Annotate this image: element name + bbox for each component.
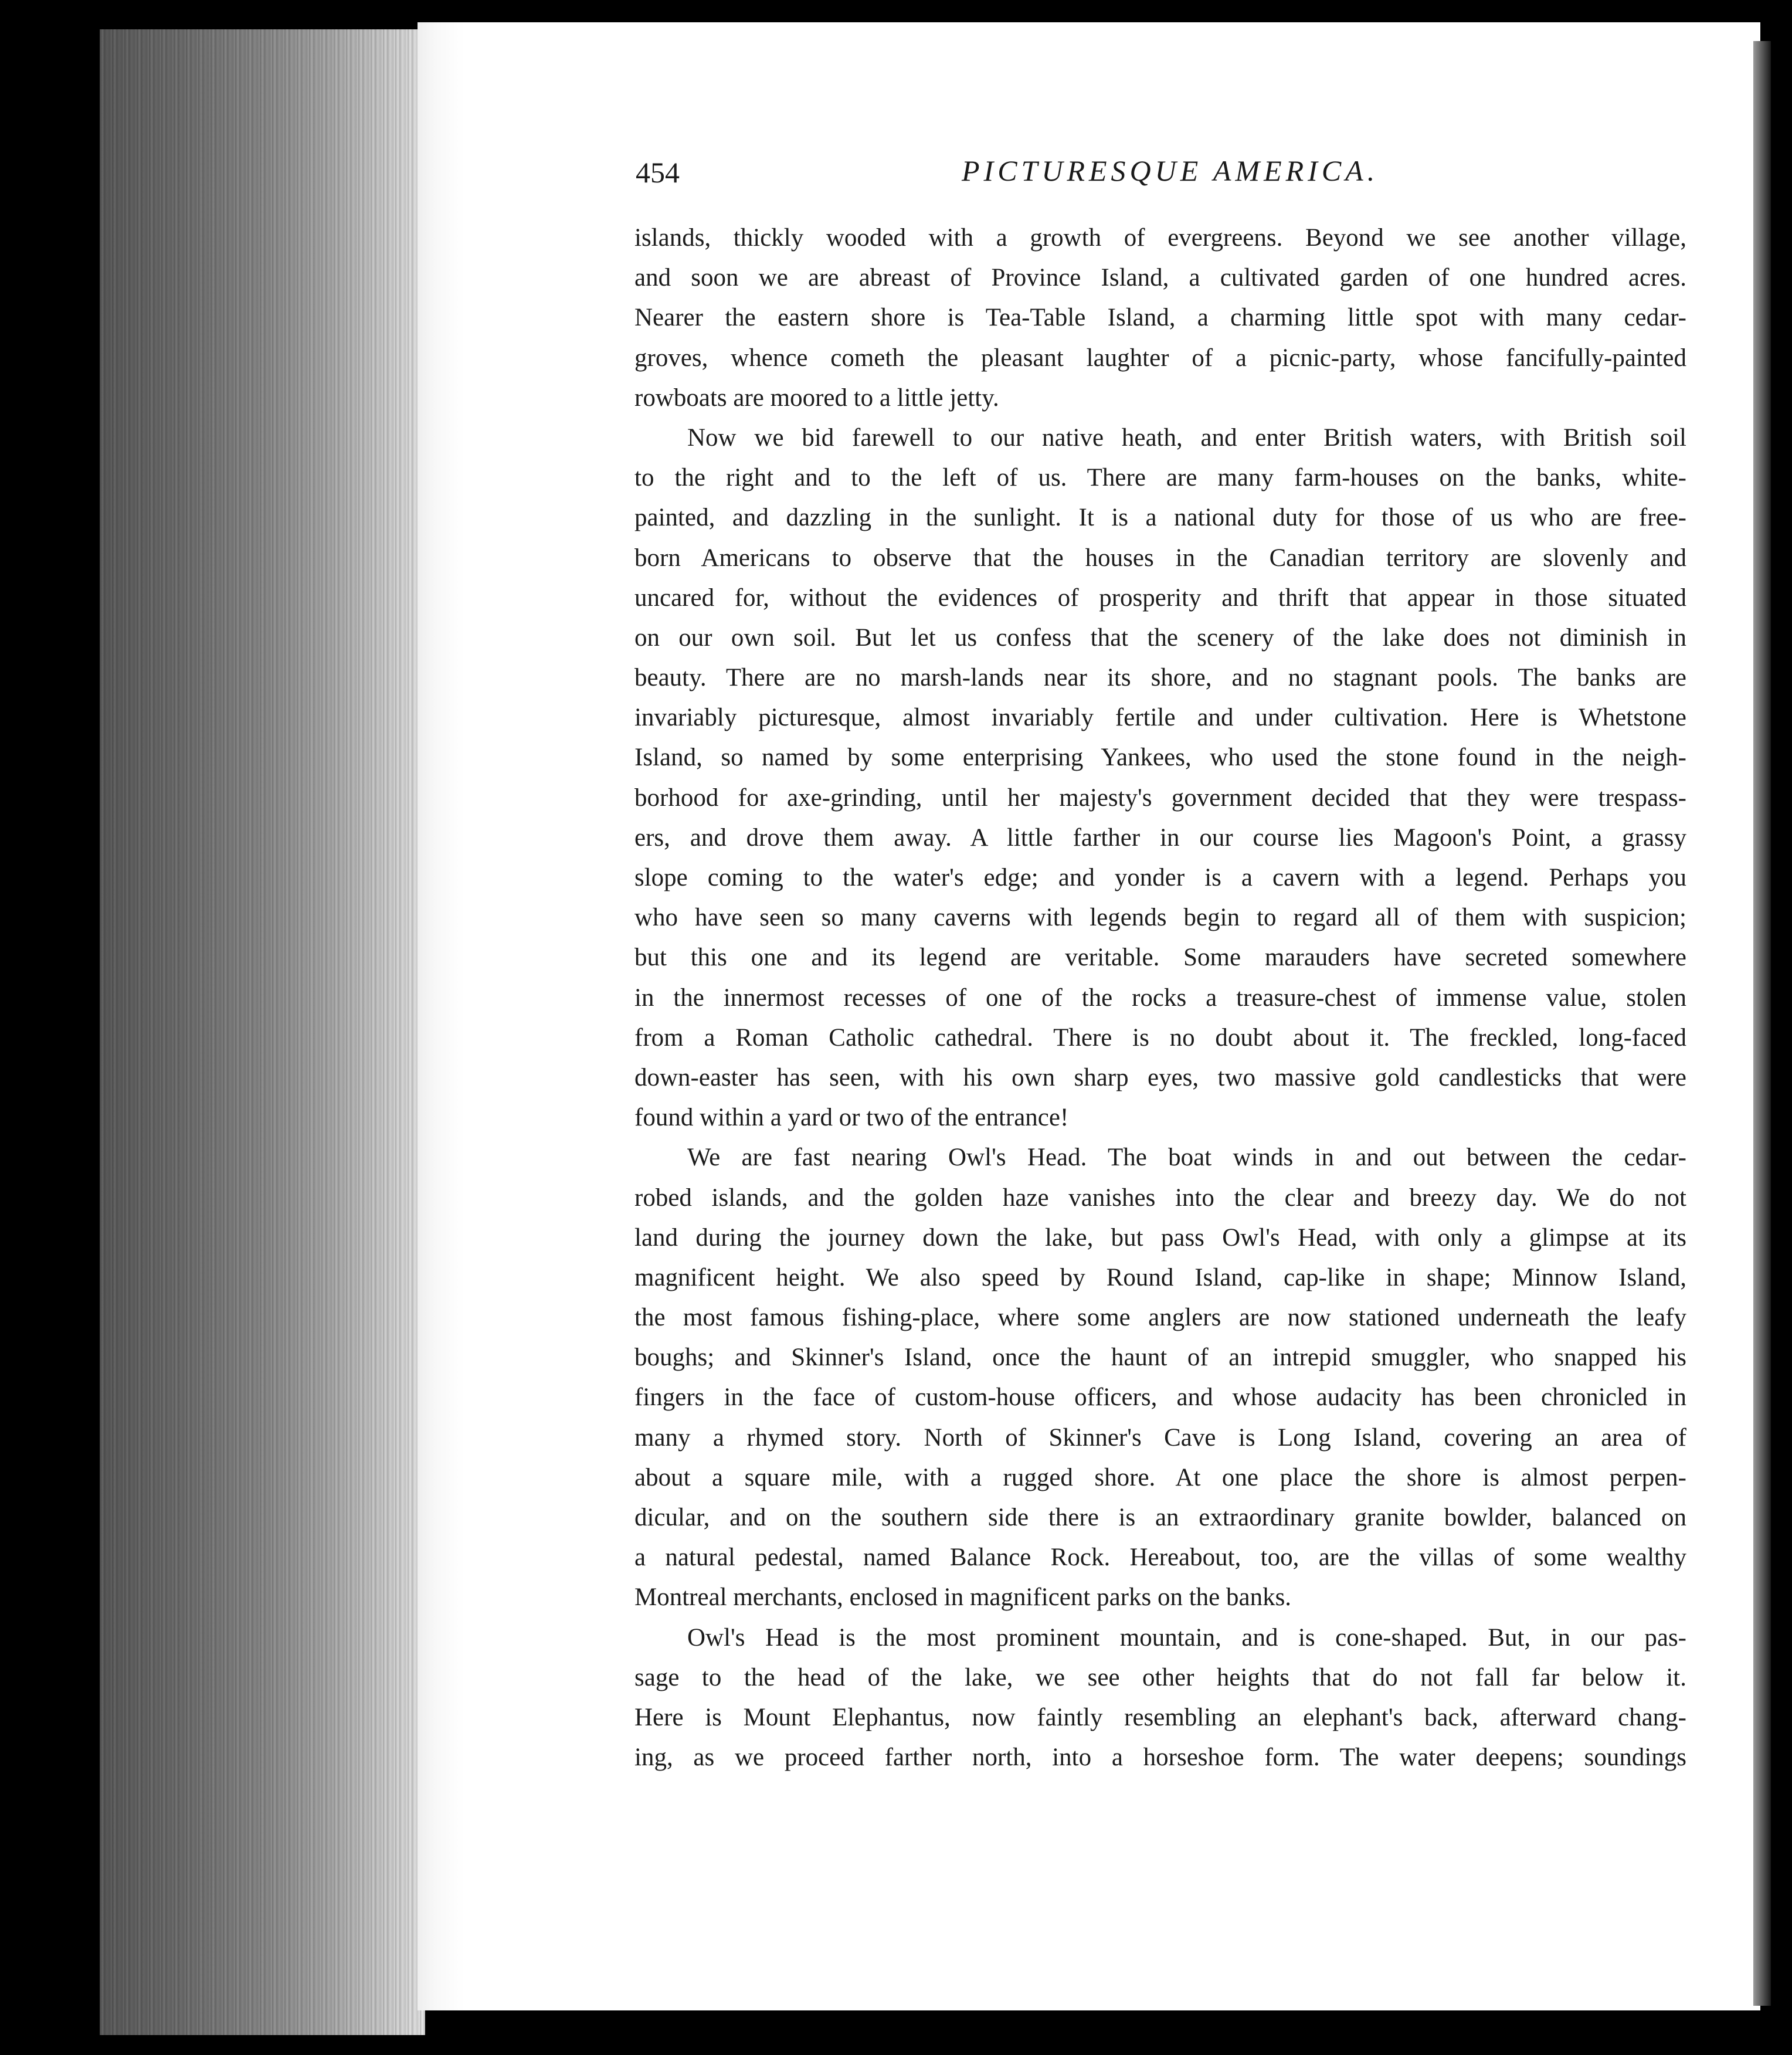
text-line: down-easter has seen, with his own sharp eyes, two massive gold candlesticks that were [634, 1063, 1686, 1091]
running-title: PICTURESQUE AMERICA. [962, 154, 1379, 187]
text-line: found within a yard or two of the entrance! [634, 1104, 1069, 1132]
text-line: slope coming to the water's edge; and yonder is a cavern with a legend. Perhaps you [634, 864, 1686, 891]
text-line: sage to the head of the lake, we see other heights that do not fall far below it. [634, 1663, 1686, 1691]
text-line: land during the journey down the lake, but pass Owl's Head, with only a glimpse at its [634, 1223, 1686, 1252]
page-number: 454 [636, 156, 680, 189]
text-line: robed islands, and the golden haze vanishes into the clear and breezy day. We do not [634, 1184, 1686, 1212]
text-line: invariably picturesque, almost invariably fertile and under cultivation. Here is Whetstone [634, 704, 1686, 732]
text-line: who have seen so many caverns with legends begin to regard all of them with suspicion; [634, 904, 1686, 932]
text-line: painted, and dazzling in the sunlight. It is a national duty for those of us who are free- [634, 504, 1686, 532]
paragraph [634, 218, 1686, 418]
text-line: Nearer the eastern shore is Tea-Table Island, a charming little spot with many cedar- [634, 304, 1686, 332]
text-line: magnificent height. We also speed by Round Island, cap-like in shape; Minnow Island, [634, 1263, 1686, 1291]
page-shadow [1753, 41, 1771, 2006]
text-line: Island, so named by some enterprising Yankees, who used the stone found in the neigh- [634, 744, 1686, 772]
text-line: beauty. There are no marsh-lands near its shore, and no stagnant pools. The banks are [634, 664, 1686, 692]
text-line: boughs; and Skinner's Island, once the haunt of an intrepid smuggler, who snapped his [634, 1344, 1686, 1372]
text-line: uncared for, without the evidences of prosperity and thrift that appear in those situated [634, 584, 1686, 612]
text-line: We are fast nearing Owl's Head. The boat winds in and out between the cedar- [687, 1144, 1686, 1172]
text-line: borhood for axe-grinding, until her majesty's government decided that they were trespass- [634, 784, 1686, 812]
text-line: to the right and to the left of us. There are many farm-houses on the banks, white- [634, 464, 1686, 492]
text-line: Here is Mount Elephantus, now faintly resembling an elephant's back, afterward chang- [634, 1703, 1686, 1731]
paragraph [634, 1618, 1686, 1778]
book-page-edges [100, 29, 425, 2035]
text-line: many a rhymed story. North of Skinner's Cave is Long Island, covering an area of [634, 1423, 1686, 1452]
text-line: born Americans to observe that the houses in the Canadian territory are slovenly and [634, 544, 1686, 572]
text-line: ers, and drove them away. A little farther in our course lies Magoon's Point, a grassy [634, 823, 1686, 852]
text-line: dicular, and on the southern side there is an extraordinary granite bowlder, balanced on [634, 1504, 1686, 1531]
text-line: from a Roman Catholic cathedral. There is no doubt about it. The freckled, long-faced [634, 1023, 1686, 1052]
text-line: Montreal merchants, enclosed in magnificent parks on the banks. [634, 1583, 1292, 1612]
text-line: but this one and its legend are veritable. Some marauders have secreted somewhere [634, 944, 1686, 972]
text-line: and soon we are abreast of Province Island, a cultivated garden of one hundred acres. [634, 264, 1686, 292]
text-line: rowboats are moored to a little jetty. [634, 384, 999, 412]
text-line: Now we bid farewell to our native heath, and enter British waters, with British soil [687, 423, 1686, 452]
paragraph [634, 418, 1686, 1138]
text-line: islands, thickly wooded with a growth of evergreens. Beyond we see another village, [634, 224, 1686, 252]
text-line: about a square mile, with a rugged shore. At one place the shore is almost perpen- [634, 1463, 1686, 1491]
text-line: in the innermost recesses of one of the rocks a treasure-chest of immense value, stolen [634, 984, 1686, 1012]
text-line: groves, whence cometh the pleasant laughter of a picnic-party, whose fancifully-painted [634, 344, 1686, 372]
text-line: fingers in the face of custom-house officers, and whose audacity has been chronicled in [634, 1383, 1686, 1412]
text-line: on our own soil. But let us confess that the scenery of the lake does not diminish in [634, 623, 1686, 652]
text-line: Owl's Head is the most prominent mountain, and is cone-shaped. But, in our pas- [687, 1623, 1686, 1652]
text-line: a natural pedestal, named Balance Rock. Hereabout, too, are the villas of some wealthy [634, 1544, 1686, 1572]
paragraph [634, 1138, 1686, 1617]
text-line: ing, as we proceed farther north, into a horseshoe form. The water deepens; soundings [634, 1744, 1686, 1772]
body-text [634, 218, 1686, 1778]
text-line: the most famous fishing-place, where some anglers are now stationed underneath the leafy [634, 1304, 1686, 1332]
